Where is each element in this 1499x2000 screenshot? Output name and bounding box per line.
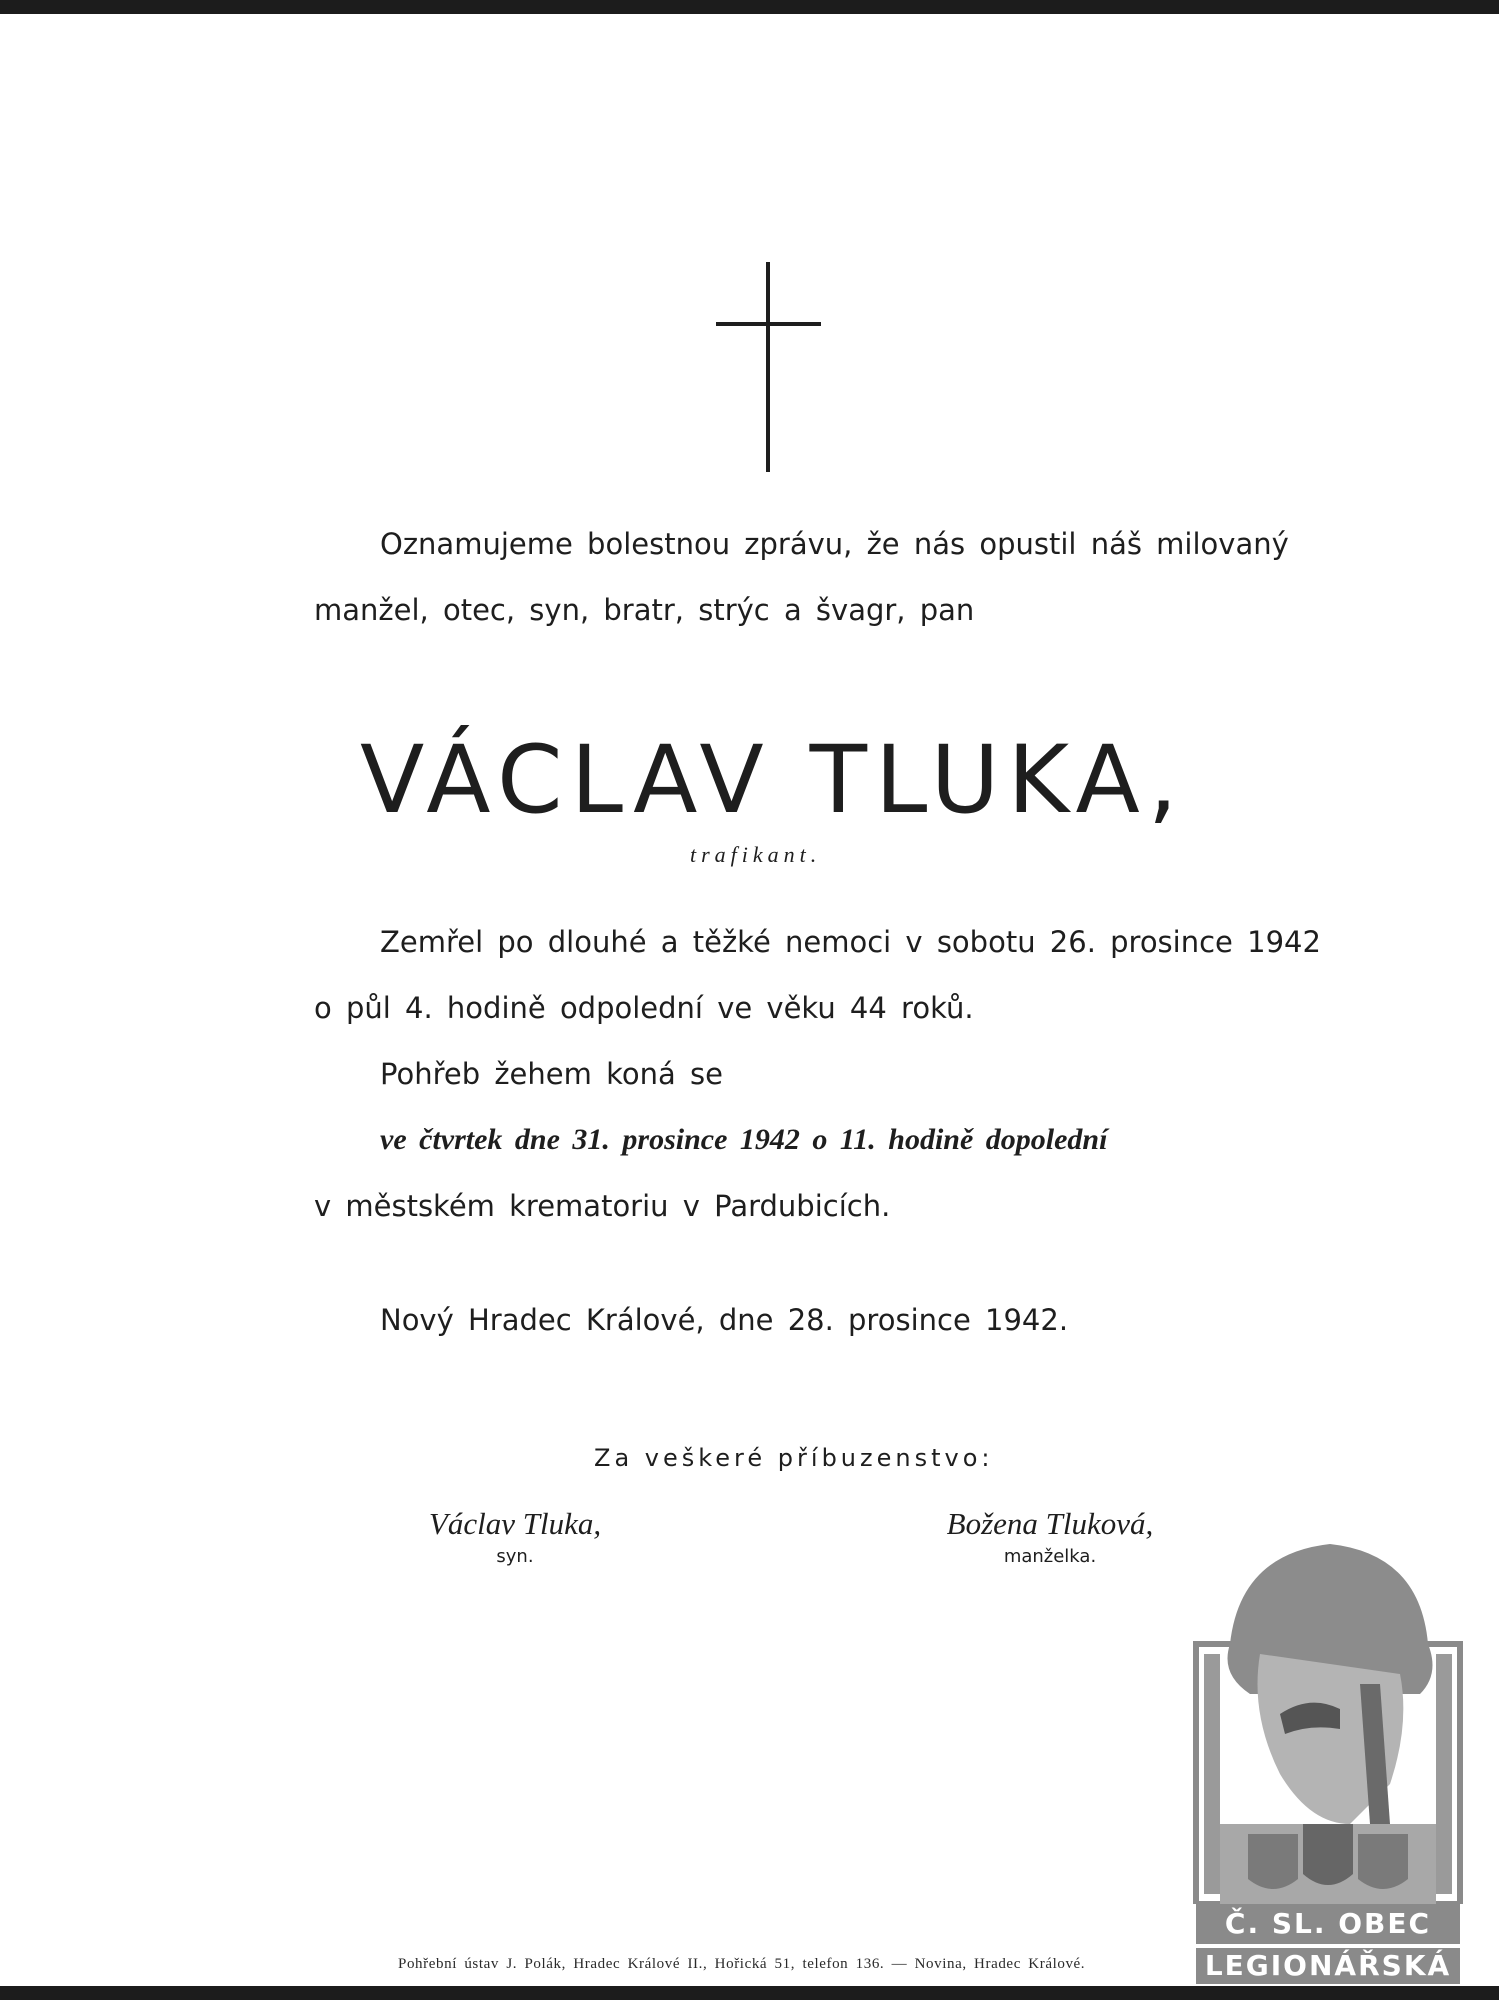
death-line-2: o půl 4. hodině odpolední ve věku 44 roků.	[314, 991, 974, 1025]
signer-wife	[900, 1504, 1200, 1570]
signer-son	[380, 1504, 650, 1570]
stamp-line-1: Č. SL. OBEC	[1196, 1904, 1460, 1944]
soldier-emblem-icon	[1190, 1524, 1466, 1904]
signer-role: syn.	[496, 1546, 534, 1567]
funeral-datetime: ve čtvrtek dne 31. prosince 1942 o 11. hodině dopolední	[380, 1123, 1108, 1156]
family-label: Za veškeré příbuzenstvo:	[594, 1444, 994, 1472]
cross-icon	[716, 262, 821, 472]
death-notice-page	[0, 14, 1499, 1986]
scan-border-top	[0, 0, 1499, 14]
funeral-intro: Pohřeb žehem koná se	[380, 1057, 723, 1091]
deceased-name: VÁCLAV TLUKA,	[360, 726, 1186, 835]
scan-border-bottom	[0, 1986, 1499, 2000]
deceased-occupation: trafikant.	[690, 842, 822, 867]
announcement-line-2: manžel, otec, syn, bratr, strýc a švagr, pan	[314, 593, 975, 627]
funeral-place: v městském krematoriu v Pardubicích.	[314, 1189, 891, 1223]
death-line-1: Zemřel po dlouhé a těžké nemoci v sobotu 26. prosince 1942	[380, 925, 1321, 959]
signer-name: Václav Tluka,	[428, 1506, 602, 1541]
legion-watermark-stamp	[1190, 1524, 1466, 1984]
announcement-line-1: Oznamujeme bolestnou zprávu, že nás opustil náš milovaný	[380, 527, 1289, 561]
funeral-home-footer: Pohřební ústav J. Polák, Hradec Králové II., Hořická 51, telefon 136. — Novina, Hradec Králové.	[398, 1956, 1086, 1972]
signer-name: Božena Tluková,	[946, 1506, 1154, 1541]
signer-role: manželka.	[1003, 1546, 1097, 1567]
dateline: Nový Hradec Králové, dne 28. prosince 1942.	[380, 1303, 1069, 1337]
stamp-line-2: LEGIONÁŘSKÁ	[1196, 1948, 1460, 1984]
